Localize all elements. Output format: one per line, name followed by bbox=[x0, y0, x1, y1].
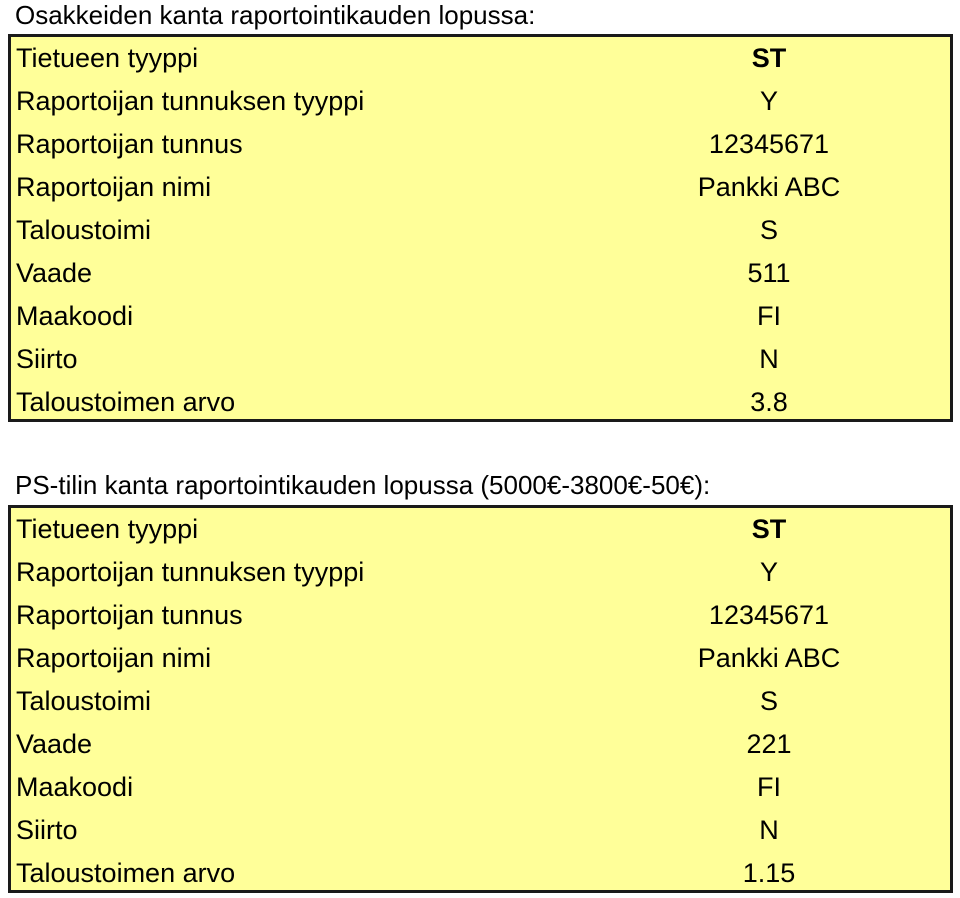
row-label: Siirto bbox=[16, 815, 78, 845]
table-row bbox=[11, 852, 950, 895]
row-value: FI bbox=[757, 772, 781, 802]
row-label: Raportoijan nimi bbox=[16, 643, 212, 673]
row-value: 12345671 bbox=[708, 600, 830, 630]
row-value: S bbox=[759, 215, 778, 245]
row-label: Taloustoimen arvo bbox=[16, 387, 236, 417]
row-value: N bbox=[759, 815, 779, 845]
row-value: Y bbox=[759, 557, 778, 587]
table-row bbox=[11, 80, 950, 123]
table-row bbox=[11, 680, 950, 723]
row-value: S bbox=[759, 686, 778, 716]
row-label: Raportoijan tunnuksen tyyppi bbox=[16, 86, 365, 116]
row-label: Taloustoimi bbox=[16, 686, 152, 716]
section-2-table bbox=[8, 505, 953, 893]
row-label: Vaade bbox=[16, 729, 93, 759]
section-1-heading: Osakkeiden kanta raportointikauden lopussa: bbox=[15, 0, 536, 30]
row-value: ST bbox=[751, 514, 787, 544]
row-label: Vaade bbox=[16, 258, 93, 288]
row-value: Y bbox=[759, 86, 778, 116]
row-label: Taloustoimi bbox=[16, 215, 152, 245]
table-row bbox=[11, 338, 950, 381]
row-value: ST bbox=[751, 43, 787, 73]
table-row bbox=[11, 295, 950, 338]
row-label: Maakoodi bbox=[16, 301, 134, 331]
row-value: 1.15 bbox=[742, 858, 796, 888]
table-row bbox=[11, 381, 950, 424]
table-row bbox=[11, 252, 950, 295]
table-row bbox=[11, 723, 950, 766]
row-value: Pankki ABC bbox=[697, 172, 841, 202]
row-label: Maakoodi bbox=[16, 772, 134, 802]
row-label: Taloustoimen arvo bbox=[16, 858, 236, 888]
row-label: Raportoijan nimi bbox=[16, 172, 212, 202]
row-value: 12345671 bbox=[708, 129, 830, 159]
table-row bbox=[11, 37, 950, 80]
row-label: Raportoijan tunnuksen tyyppi bbox=[16, 557, 365, 587]
row-label: Raportoijan tunnus bbox=[16, 129, 243, 159]
table-row bbox=[11, 551, 950, 594]
table-row bbox=[11, 637, 950, 680]
table-row bbox=[11, 508, 950, 551]
row-label: Raportoijan tunnus bbox=[16, 600, 243, 630]
row-label: Siirto bbox=[16, 344, 78, 374]
table-row bbox=[11, 766, 950, 809]
table-row bbox=[11, 809, 950, 852]
section-2-heading: PS-tilin kanta raportointikauden lopussa (5000€-3800€-50€): bbox=[15, 470, 711, 500]
row-value: 3.8 bbox=[750, 387, 788, 417]
row-value: Pankki ABC bbox=[697, 643, 841, 673]
row-value: 221 bbox=[746, 729, 792, 759]
table-row bbox=[11, 123, 950, 166]
table-row bbox=[11, 209, 950, 252]
table-row bbox=[11, 166, 950, 209]
row-value: N bbox=[759, 344, 779, 374]
row-value: 511 bbox=[747, 258, 791, 288]
table-row bbox=[11, 594, 950, 637]
section-1-table bbox=[8, 34, 953, 422]
row-label: Tietueen tyyppi bbox=[16, 43, 199, 73]
row-label: Tietueen tyyppi bbox=[16, 514, 199, 544]
row-value: FI bbox=[757, 301, 781, 331]
